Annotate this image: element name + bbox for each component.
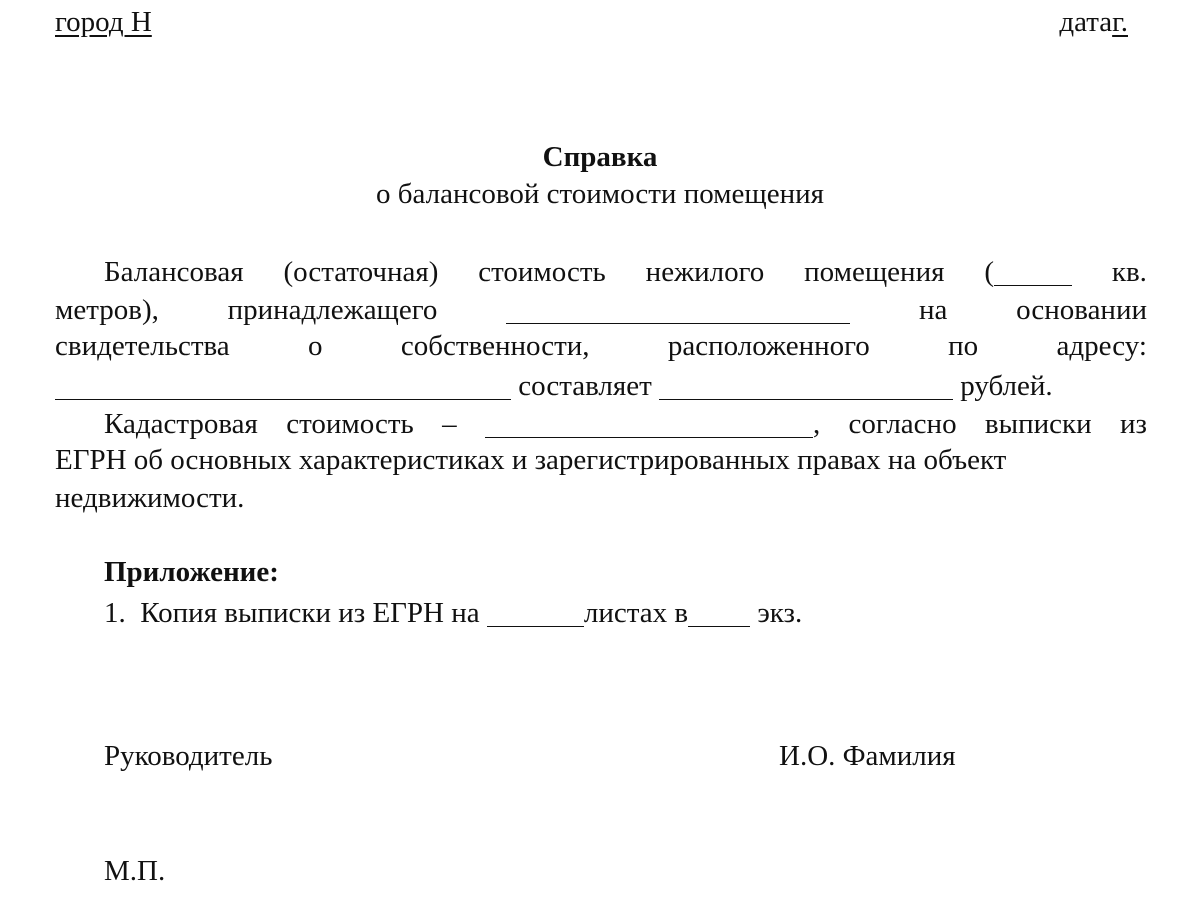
paragraph-2-line-1 (104, 403, 1147, 443)
document-title: Справка (542, 141, 658, 173)
address-blank[interactable] (55, 370, 511, 400)
appendix-item (104, 592, 802, 630)
document-subtitle: о балансовой стоимости помещения (376, 178, 824, 210)
balance-value-blank[interactable] (659, 370, 953, 400)
text-word: по (948, 330, 979, 362)
text-word: о (308, 330, 323, 362)
cadastral-value-blank[interactable] (485, 408, 813, 438)
cadastral-group (485, 403, 820, 443)
copies-count-blank[interactable] (688, 597, 750, 627)
text-word: , (812, 408, 821, 440)
text-word: метров), (55, 294, 159, 326)
text-word: помещения (804, 256, 945, 288)
area-group (984, 251, 1072, 291)
text-word: стоимость (286, 408, 414, 440)
appendix-item-text: листах в (583, 597, 689, 629)
date-field (1059, 6, 1128, 39)
text-word: ( (984, 256, 994, 288)
signatory-name: И.О. Фамилия (779, 740, 956, 772)
text-word: Кадастровая (104, 408, 258, 440)
appendix-heading: Приложение: (104, 556, 279, 588)
paragraph-1-line-4 (55, 365, 1147, 405)
text-word: кв. (1111, 256, 1147, 288)
date-suffix: г. (1112, 6, 1128, 38)
text-word: на (918, 294, 948, 326)
paragraph-2-line-2: ЕГРН об основных характеристиках и зарегистрированных правах на объект (55, 444, 1007, 476)
text-word: принадлежащего (227, 294, 438, 326)
appendix-item-text: Копия выписки из ЕГРН на (140, 597, 480, 629)
paragraph-1-line-2 (55, 289, 1147, 329)
text-word: стоимость (478, 256, 606, 288)
sheets-count-blank[interactable] (487, 597, 584, 627)
paragraph-1-line-3 (55, 327, 1147, 365)
text-word: выписки (984, 408, 1092, 440)
text-word: Балансовая (104, 256, 244, 288)
appendix-item-number: 1. (104, 597, 126, 629)
paragraph-1-line-1 (104, 251, 1147, 291)
appendix-item-text: экз. (757, 597, 803, 629)
text-word: расположенного (667, 330, 870, 362)
text-word: (остаточная) (283, 256, 439, 288)
owner-blank[interactable] (506, 294, 850, 324)
signatory-role: Руководитель (104, 740, 273, 772)
city-field: город Н (55, 6, 152, 38)
text-word: составляет (518, 370, 652, 402)
text-word: свидетельства (55, 330, 230, 362)
area-blank[interactable] (994, 256, 1072, 286)
date-prefix: дата (1059, 6, 1113, 38)
text-word: нежилого (645, 256, 765, 288)
paragraph-2-line-3: недвижимости. (55, 482, 245, 514)
text-word: из (1119, 408, 1147, 440)
text-word: адресу: (1056, 330, 1147, 362)
text-word: рублей. (960, 370, 1053, 402)
stamp-placeholder: М.П. (104, 855, 166, 887)
text-word: согласно (848, 408, 957, 440)
text-word: основании (1016, 294, 1147, 326)
text-word: – (442, 408, 457, 440)
text-word: собственности, (400, 330, 590, 362)
